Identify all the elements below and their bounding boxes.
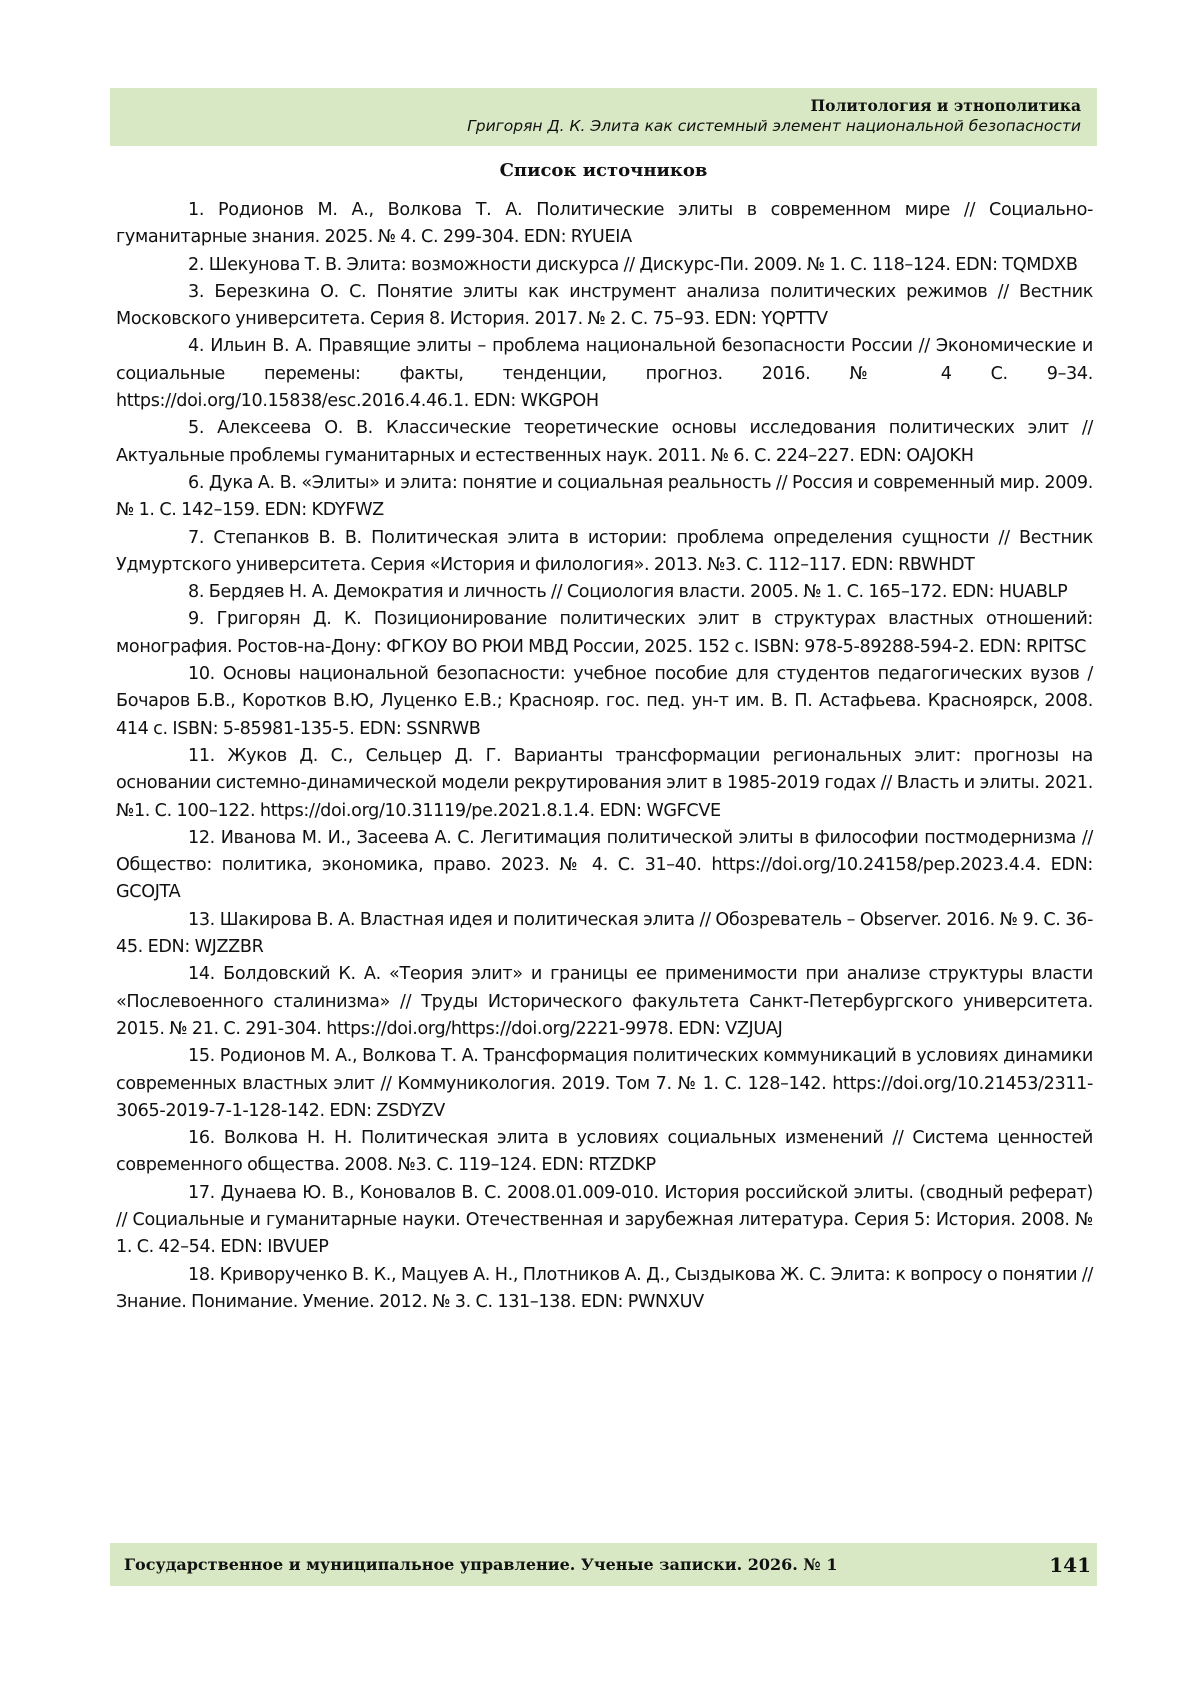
reference-item: 12. Иванова М. И., Засеева А. С. Легитимация политической элиты в философии постмодернизма // Общество: политика, экономика, право. 2023. № 4. С. 31–40. https://doi.org/10.24158/pep.2023.4.4. EDN: GCOJTA bbox=[116, 827, 1093, 903]
running-header bbox=[110, 88, 1097, 146]
reference-item: 1. Родионов М. А., Волкова Т. А. Политические элиты в современном мире // Социально-гуманитарные знания. 2025. № 4. С. 299-304. EDN: RYUEIA bbox=[116, 200, 1093, 248]
reference-item: 18. Криворученко В. К., Мацуев А. Н., Плотников А. Д., Сыздыкова Ж. С. Элита: к вопросу о понятии // Знание. Понимание. Умение. 2012. № 3. С. 131–138. EDN: PWNXUV bbox=[116, 1264, 1093, 1312]
header-running-title: Григорян Д. К. Элита как системный элемент национальной безопасности bbox=[467, 117, 1081, 135]
reference-item: 16. Волкова Н. Н. Политическая элита в условиях социальных изменений // Система ценностей современного общества. 2008. №3. С. 119–124. EDN: RTZDKP bbox=[116, 1128, 1093, 1176]
reference-item: 6. Дука А. В. «Элиты» и элита: понятие и социальная реальность // Россия и современный мир. 2009. № 1. С. 142–159. EDN: KDYFWZ bbox=[116, 472, 1093, 521]
reference-item: 3. Березкина О. С. Понятие элиты как инструмент анализа политических режимов // Вестник Московского университета. Серия 8. История. 2017. № 2. С. 75–93. EDN: YQPTTV bbox=[116, 281, 1093, 330]
reference-item: 13. Шакирова В. А. Властная идея и политическая элита // Обозреватель – Observer. 2016. № 9. С. 36-45. EDN: WJZZBR bbox=[116, 909, 1093, 958]
reference-item: 15. Родионов М. А., Волкова Т. А. Трансформация политических коммуникаций в условиях динамики современных властных элит // Коммуникология. 2019. Том 7. № 1. С. 128–142. https://doi.org/10.21453/2311-3065-2019-7-1-128-142. EDN: ZSDYZV bbox=[116, 1046, 1093, 1121]
reference-item: 2. Шекунова Т. В. Элита: возможности дискурса // Дискурс-Пи. 2009. № 1. С. 118–124. EDN: TQMDXB bbox=[188, 254, 1078, 275]
header-section: Политология и этнополитика bbox=[810, 96, 1081, 115]
reference-item: 5. Алексеева О. В. Классические теоретические основы исследования политических элит // Актуальные проблемы гуманитарных и естественных наук. 2011. № 6. С. 224–227. EDN: OAJOKH bbox=[116, 418, 1093, 466]
section-title: Список источников bbox=[499, 160, 708, 181]
reference-item: 17. Дунаева Ю. В., Коновалов В. С. 2008.01.009-010. История российской элиты. (сводный реферат) // Социальные и гуманитарные науки. Отечественная и зарубежная литература. Серия 5: История. 2008. № 1. С. 42–54. EDN: IBVUEP bbox=[116, 1182, 1093, 1258]
footer-journal-title: Государственное и муниципальное управление. Ученые записки. 2026. № 1 bbox=[124, 1555, 838, 1574]
page-number: 141 bbox=[1049, 1552, 1091, 1577]
page-footer bbox=[110, 1543, 1097, 1586]
reference-item: 10. Основы национальной безопасности: учебное пособие для студентов педагогических вузов / Бочаров Б.В., Коротков В.Ю, Луценко Е.В.; Краснояр. гос. пед. ун-т им. В. П. Астафьева. Красноярск, 2008. 414 с. ISBN: 5-85981-135-5. EDN: SSNRWB bbox=[116, 664, 1093, 739]
reference-item: 11. Жуков Д. С., Сельцер Д. Г. Варианты трансформации региональных элит: прогнозы на основании системно-динамической модели рекрутирования элит в 1985-2019 годах // Власть и элиты. 2021. №1. С. 100–122. https://doi.org/10.31119/pe.2021.8.1.4. EDN: WGFCVE bbox=[116, 745, 1093, 821]
reference-item: 9. Григорян Д. К. Позиционирование политических элит в структурах властных отношений: монография. Ростов-на-Дону: ФГКОУ ВО РЮИ МВД России, 2025. 152 с. ISBN: 978-5-89288-594-2. EDN: RPITSC bbox=[116, 609, 1093, 657]
reference-item: 7. Степанков В. В. Политическая элита в истории: проблема определения сущности // Вестник Удмуртского университета. Серия «История и филология». 2013. №3. С. 112–117. EDN: RBWHDT bbox=[116, 527, 1093, 575]
reference-item: 8. Бердяев Н. А. Демократия и личность // Социология власти. 2005. № 1. С. 165–172. EDN: HUABLP bbox=[188, 582, 1068, 603]
reference-item: 4. Ильин В. А. Правящие элиты – проблема национальной безопасности России // Экономические и социальные перемены: факты, тенденции, прогноз. 2016. № 4 С. 9–34. https://doi.org/10.15838/esc.2016.4.46.1. EDN: WKGPOH bbox=[116, 336, 1093, 412]
reference-list bbox=[116, 197, 1093, 1316]
reference-item: 14. Болдовский К. А. «Теория элит» и границы ее применимости при анализе структуры власти «Послевоенного сталинизма» // Труды Исторического факультета Санкт-Петербургского университета. 2015. № 21. С. 291-304. https://doi.org/https://doi.org/2221-9978. EDN: VZJUAJ bbox=[116, 964, 1093, 1039]
